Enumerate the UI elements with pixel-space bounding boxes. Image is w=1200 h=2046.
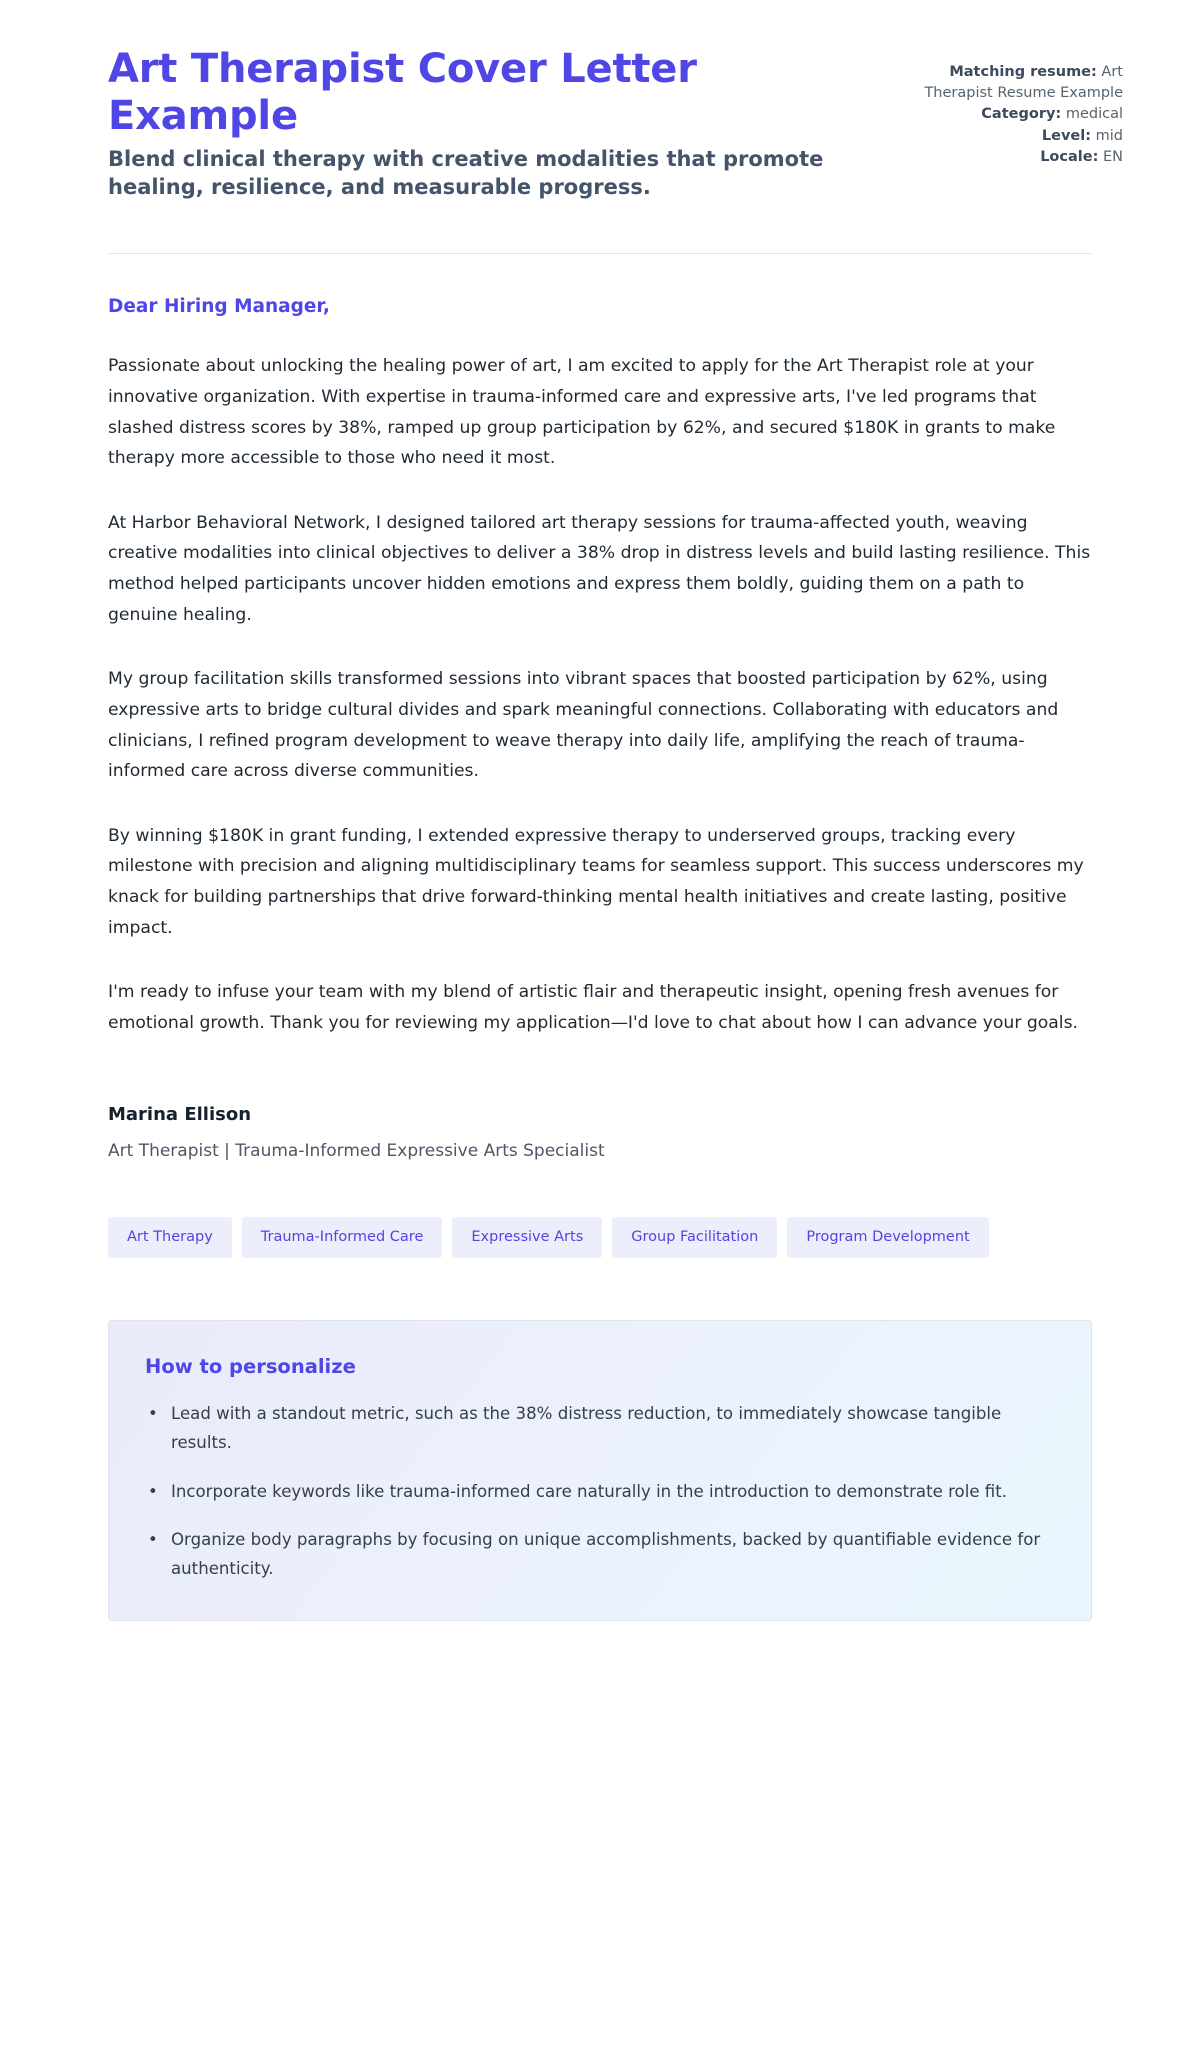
how-to-personalize-callout <box>108 1320 1092 1621</box>
signature-role: Art Therapist | Trauma-Informed Expressive Arts Specialist <box>108 1141 605 1162</box>
letter-paragraph-3: My group facilitation skills transformed sessions into vibrant spaces that boosted participation by 62%, using expressive arts to bridge cultural divides and spark meaningful connections. Collaborating with educators and clinicians, I refined program development to weave therapy into daily life, amplifying the reach of trauma-informed care across diverse communities. <box>108 669 1059 782</box>
callout-item-text: Lead with a standout metric, such as the 38% distress reduction, to immediately showcase tangible results. <box>171 1403 1002 1452</box>
meta-matching-resume-label: Matching resume: <box>949 64 1097 80</box>
letter-paragraph-4: By winning $180K in grant funding, I extended expressive therapy to underserved groups, tracking every milestone with precision and aligning multidisciplinary teams for seamless support. This success underscores my knack for building partnerships that drive forward-thinking mental health initiatives and create lasting, positive impact. <box>108 825 1084 938</box>
skill-tag[interactable]: Trauma-Informed Care <box>242 1217 443 1258</box>
bullet-icon: • <box>148 1481 158 1501</box>
meta-category-value: medical <box>1065 106 1123 123</box>
salutation: Dear Hiring Manager, <box>108 296 330 318</box>
cover-letter-body <box>108 254 1092 1038</box>
bullet-icon: • <box>148 1530 158 1550</box>
callout-title: How to personalize <box>145 1354 356 1378</box>
signature-block <box>108 1104 1092 1161</box>
skill-tag[interactable]: Expressive Arts <box>452 1217 602 1258</box>
skill-tag-list <box>108 1217 1092 1258</box>
header-metadata <box>908 46 1123 169</box>
list-item <box>145 1400 1045 1458</box>
callout-tip-list <box>145 1400 1055 1584</box>
callout-item-text: Organize body paragraphs by focusing on unique accomplishments, backed by quantifiable evidence for authenticity. <box>171 1530 1041 1579</box>
meta-locale-label: Locale: <box>1040 149 1099 166</box>
signature-name: Marina Ellison <box>108 1104 252 1126</box>
meta-locale <box>908 147 1123 168</box>
meta-level <box>908 126 1123 147</box>
meta-matching-resume-value: Art Therapist Resume Example <box>924 64 1123 101</box>
page-subtitle: Blend clinical therapy with creative modalities that promote healing, resilience, and measurable progress. <box>108 146 824 199</box>
meta-level-label: Level: <box>1041 127 1092 144</box>
list-item <box>145 1526 1045 1584</box>
callout-item-text: Incorporate keywords like trauma-informed care naturally in the introduction to demonstrate role fit. <box>171 1481 1008 1501</box>
page-header <box>108 46 1123 201</box>
letter-paragraph-1: Passionate about unlocking the healing power of art, I am excited to apply for the Art Therapist role at your innovative organization. With expertise in trauma-informed care and expressive arts, I've led programs that slashed distress scores by 38%, ramped up group participation by 62%, and secured $180K in grants to make therapy more accessible to those who need it most. <box>108 356 1056 469</box>
page-title: Art Therapist Cover Letter Example <box>108 46 697 139</box>
meta-level-value: mid <box>1095 127 1123 144</box>
bullet-icon: • <box>148 1403 158 1423</box>
skill-tag[interactable]: Program Development <box>787 1217 988 1258</box>
skill-tag[interactable]: Group Facilitation <box>612 1217 777 1258</box>
meta-category-label: Category: <box>981 106 1062 123</box>
meta-category <box>908 104 1123 125</box>
meta-locale-value: EN <box>1102 149 1123 166</box>
letter-paragraph-5: I'm ready to infuse your team with my blend of artistic flair and therapeutic insight, opening fresh avenues for emotional growth. Thank you for reviewing my application—I'd love to chat about how I can advance your goals. <box>108 982 1078 1033</box>
list-item <box>145 1478 1045 1507</box>
meta-matching-resume <box>908 62 1123 103</box>
letter-paragraph-2: At Harbor Behavioral Network, I designed tailored art therapy sessions for trauma-affected youth, weaving creative modalities into clinical objectives to deliver a 38% drop in distress levels and build lasting resilience. This method helped participants uncover hidden emotions and express them boldly, guiding them on a path to genuine healing. <box>108 512 1091 625</box>
header-title-block <box>108 46 868 201</box>
skill-tag[interactable]: Art Therapy <box>108 1217 232 1258</box>
